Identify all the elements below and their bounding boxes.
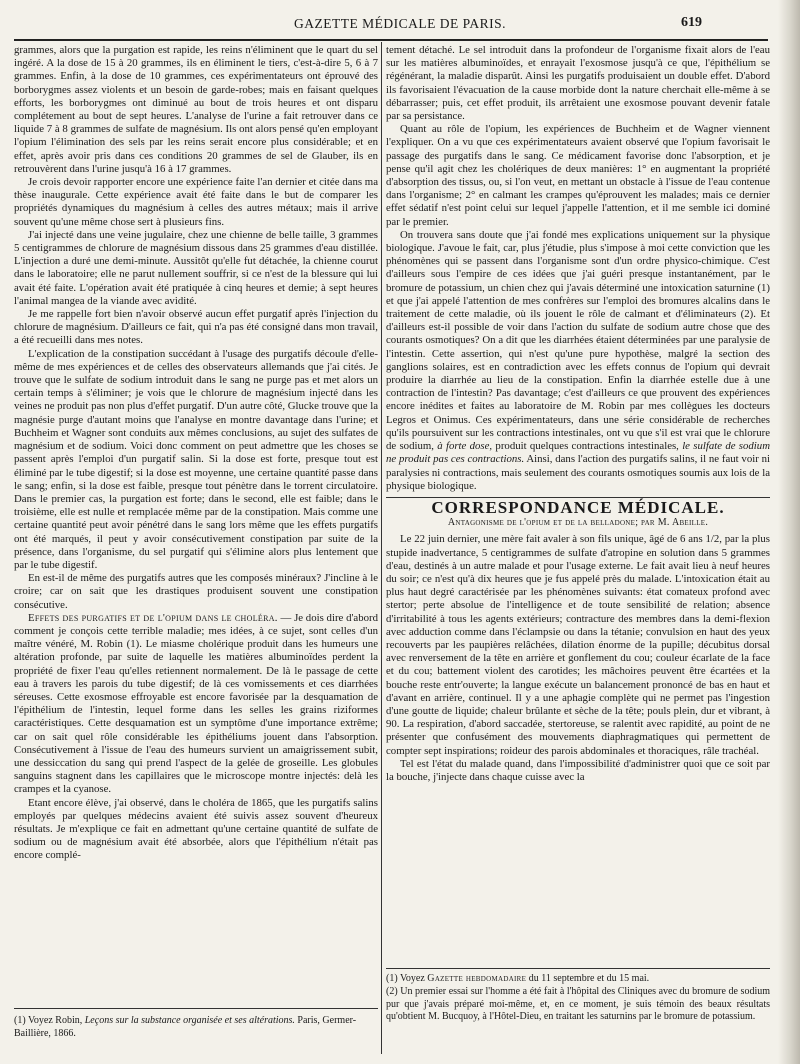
cholera-text: — Je dois dire d'abord comment je conçois cette terrible maladie; mes idées, à ce sujet, sont celles d'un maître vénéré, M. Robin (1). Le miasme cholérique produit dans les humeurs une altération profonde, par suite de laquelle les matières albuminoïdes perdent la propriété de fixer l'eau qu'elles retiennent normalement. De là le passage de cette eau à travers les parois du tube digestif; de là ces vomissements et ces diarrhées séreuses. Cette exosmose effroyable est encore favorisée par la desquamation de l'épithélium de l'intestin, lequel forme dans les selles les grains riziformes caractéristiques. Cette desquamation est un symptôme d'une importance extrême; car on sait quel rôle considérable les épithéliums jouent dans l'absorption. Consécutivement à l'issue de l'eau des humeurs survient un amaigrissement subit, une dessiccation du sang qui prend l'aspect de la gelée de groseille. Les globules sanguins stagnent dans les capillaires que le microscope montre injectés: delà les crampes et la cyanose. bbox=[14, 611, 378, 796]
paragraph-physique bbox=[386, 229, 770, 493]
left-column bbox=[14, 44, 378, 994]
footnote-prefix: (1) Voyez bbox=[386, 973, 425, 984]
italic-phrase: à forte dose, bbox=[437, 440, 493, 453]
paragraph: Etant encore élève, j'ai observé, dans le choléra de 1865, que les purgatifs salins employés par quelques médecins avaient été suivis assez souvent d'heureux résultats. Je m'explique ce fait en admettant qu'une certaine quantité de sulfate de sodium ou de magnésium avait été absorbée, alors que l'épithélium n'était pas encore complé- bbox=[14, 796, 378, 862]
paragraph-text: On trouvera sans doute que j'ai fondé mes explications uniquement sur la physique biologique. J'avoue le fait, car, plus j'étudie, plus s'impose à moi cette conviction que les phénomènes qui se passent dans l'organisme sont d'un ordre physico-chimique. C'est d'ailleurs sous l'empire de ces idées que j'ai guéri presque instantanément, par le bromure de potassium, un chien chez qui j'avais déterminé une intoxication saturnine (1) et que j'ai appelé l'attention de mes confrères sur l'emploi des bromures alcalins dans le traitement de cette maladie, où ils jouent le rôle de calmant et d'éliminateurs (2). Et d'ailleurs est-il possible de voir dans l'action du sulfate de sodium autre chose que des courants osmotiques? On a dit que les diarrhées étaient déterminées par une paralysie de l'intestin. Cette assertion, qui n'est qu'une pure hypothèse, malgré la section des ganglions solaires, est en contradiction avec les effets connus de l'opium qui devrait produire la diarrhée au lieu de la constipation. Enfin la diarrhée estelle due à une contraction de l'intestin? Pas davantage; c'est d'ailleurs ce que prouvent des expériences encore inédites et faites au laboratoire de M. Robin par mes collègues les docteurs Legros et Onimus. Ces expérimentateurs, dans une série considérable de recherches qu'ils poursuivent sur les contractions intestinales, ont vu que s'il est vrai que le chlorure de sodium, bbox=[386, 228, 770, 453]
paragraph: Quant au rôle de l'opium, les expériences de Buchheim et de Wagner viennent l'expliquer. On a vu que ces expérimentateurs avaient observé que l'opium favorisait le passage des purgatifs dans le sang. Ce médicament favorise donc l'absorption, et je pense qu'il agit chez les cholériques de deux manières: 1° en augmentant la propriété d'absorption des tissus, ou, si l'on veut, en mettant un obstacle à l'issue de l'eau contenue dans l'organisme; 2° en calmant les crampes qu'éprouvent les malades; mais ce dernier effet sédatif n'est point celui sur lequel j'appelle l'attention, et il me semble ici dominé par le premier. bbox=[386, 123, 770, 228]
footnote-2: (2) Un premier essai sur l'homme a été fait à l'hôpital des Cliniques avec du bromure de sodium pur que j'avais préparé moi-même, et, en ce moment, je suis témoin des beaux résultats qu'obtient M. Bucquoy, à l'Hôtel-Dieu, en traitant les saturnins par le bromure de potassium. bbox=[386, 985, 770, 1023]
paragraph: Je crois devoir rapporter encore une expérience faite l'an dernier et citée dans ma thèse inaugurale. Cette expérience avait été faite dans le but de comparer les propriétés dynamiques du magnésium à celles des autres métaux; mais il arrive souvent qu'une même chose sert à plusieurs fins. bbox=[14, 176, 378, 228]
journal-title: GAZETTE MÉDICALE DE PARIS. bbox=[294, 16, 506, 31]
paragraph: Tel est l'état du malade quand, dans l'impossibilité d'administrer quoi que ce soit par la bouche, j'injecte dans chaque cuisse avec la bbox=[386, 757, 770, 783]
right-column bbox=[386, 44, 770, 999]
section-subtitle bbox=[386, 516, 770, 529]
italic-phrase: le sulfate de sodium ne produit pas ces contractions. bbox=[386, 440, 770, 466]
footnote-journal: Gazette hebdomadaire bbox=[427, 973, 527, 984]
cholera-heading: Effets des purgatifs et de l'opium dans le choléra. bbox=[28, 611, 278, 624]
footnote-robin bbox=[14, 1015, 378, 1040]
left-footnote bbox=[14, 1008, 378, 1040]
paragraph: L'explication de la constipation succédant à l'usage des purgatifs découle d'elle-même de mes expériences et de celles des observateurs allemands que j'ai cités. Je trouve que le sulfate de sodium introduit dans le sang ne purge pas et met alors un certain temps à s'éliminer; je vois que le chlorure de magnésium injecté dans les veines ne produit pas non plus d'effet purgatif. D'un autre côté, Glucke trouve que la magnésie purge d'autant moins que l'analyse en montre davantage dans l'urine; et Buchheim et Wagner sont conduits aux mêmes conclusions, au sujet des sulfates de magnésium et de sodium. Voici donc comment on peut admettre que les choses se passent après l'emploi d'un purgatif salin. Si la dose est forte, presque tout est éliminé par le tube digestif; si la dose est moyenne, une certaine quantité passe dans le sang; enfin, si la dose est faible, presque tout pénètre dans le torrent circulatoire. Dans le premier cas, la purgation est forte; dans le second, elle est faible; dans le troisième, elle est nulle et remplacée même par de la constipation. Mais comme une certaine quantité peut avoir pénétré dans le sang lors même que les effets purgatifs ont été marqués, il peut y avoir consécutivement constipation par suite de la présence, dans l'organisme, du sel purgatif qui s'élimine alors plus lentement que par le tube digestif. bbox=[14, 347, 378, 571]
footnote-suffix: du 11 septembre et du 15 mai. bbox=[528, 973, 650, 984]
paragraph: J'ai injecté dans une veine jugulaire, chez une chienne de belle taille, 3 grammes 5 centigrammes de chlorure de magnésium dissous dans 25 grammes d'eau distillée. L'injection a duré une demi-minute. Aussitôt qu'elle fut détachée, la chienne courut dans le laboratoire; elle ne parut nullement souffrir, si ce n'est de la blessure qui lui avait été faite. L'opération avait été pratiquée à cinq heures et demie; à sept heures l'animal mangea de la viande avec avidité. bbox=[14, 228, 378, 307]
subtitle-author: par M. Abeille. bbox=[641, 517, 709, 529]
page-number: 619 bbox=[681, 15, 702, 30]
paragraph-text: produit quelques contractions intestinales, bbox=[495, 440, 679, 453]
paragraph: grammes, alors que la purgation est rapide, les reins n'éliminent que le quart du sel ingéré. A la dose de 15 à 20 grammes, ils en éliminent le tiers, c'est-à-dire 5, 6 à 7 grammes. Enfin, à la dose de 10 grammes, ces expérimentateurs ont éprouvé des borborygmes assez violents et un besoin de garde-robes; mais en faisant quelques efforts, les borborygmes ont diminué au bout de trois heures et ont disparu complétement au bout de sept heures. L'analyse de l'urine a fait retrouver dans ce liquide 7 à 8 grammes de sulfate de magnésium. Ils ont alors pensé qu'en employant l'opium l'élimination des sels par les reins serait encore plus considérable; et en effet, après avoir pris dans ces conditions 20 grammes de sel de Glauber, ils en retrouvèrent dans l'urine jusqu'à 16 à 17 grammes. bbox=[14, 44, 378, 175]
right-footnotes bbox=[386, 968, 770, 1024]
subtitle-topic: Antagonisme de l'opium et de la belladone; bbox=[447, 517, 639, 529]
paragraph: En est-il de même des purgatifs autres que les composés minéraux? J'incline à le croire; car on sait que les drastiques produisent souvent une constipation consécutive. bbox=[14, 572, 378, 611]
column-divider bbox=[381, 42, 382, 1054]
header-rule bbox=[14, 39, 768, 41]
section-title: CORRESPONDANCE MÉDICALE. bbox=[431, 497, 725, 517]
page-header bbox=[14, 14, 786, 36]
footnote-suffix: Paris, Germer-Baillière, 1866. bbox=[14, 1015, 357, 1039]
paragraph: Le 22 juin dernier, une mère fait avaler à son fils unique, âgé de 6 ans 1/2, par la plus stupide inadvertance, 5 centigrammes de sulfate d'atropine en solution dans 5 grammes d'eau, destinés à un autre malade et pour l'usage externe. Le fait avait lieu à neuf heures du soir; ce n'est qu'à dix heures que je fus appelé près du malade. L'intoxication était au plus haut degré caractérisée par les phénomènes suivants: état comateux profond avec stertor; perte absolue de l'intelligence et de toute sensibilité de relation; absence d'irritabilité à tous les agents extérieurs; contracture des membres dans la demi-flexion avec adduction comme dans l'éclampsie ou dans la tétanie; convulsion en haut des yeux recouverts par les paupières relâchées, dilation énorme de la pupille; décubitus dorsal avec renversement de la tête en arrière et gonflement du cou; couleur écarlate de la face et du cou; battement violent des carotides; les mâchoires peuvent être écartées et la bouche reste entr'ouverte; la langue exécute un balancement prononcé de bas en haut et d'avant en arrière, continuel. Il y a une aphagie complète qui ne permet pas l'ingestion d'une goutte de liquide; chaleur brûlante et sèche de la tête; pouls plein, dur et vibrant, à 90. La respiration, d'abord saccadée, stertoreuse, se ralentit avec rapidité, au point de ne présenter que confusément des mouvements diaphragmatiques qui permettent de compter sept inspirations; roideur des parois abdominales et thoraciques, râle trachéal. bbox=[386, 533, 770, 757]
paragraph: Je me rappelle fort bien n'avoir observé aucun effet purgatif après l'injection du chlorure de magnésium. D'ailleurs ce fait, qui n'a pas été consigné dans mon travail, a été recueilli dans mes notes. bbox=[14, 308, 378, 347]
page-edge-shadow bbox=[778, 0, 800, 1064]
paragraph-text: Ainsi, dans l'action des purgatifs salins, il ne faut voir ni paralysies ni contractions, mais seulement des courants osmotiques soumis aux lois de la physique biologique. bbox=[386, 453, 770, 492]
footnote-title: Leçons sur la substance organisée et ses altérations. bbox=[84, 1015, 295, 1026]
paragraph: tement détaché. Le sel introduit dans la profondeur de l'organisme fixait alors de l'eau sur les matières albuminoïdes, et enrayait l'exosmose jusqu'à ce que, l'épithélium se régénérant, la maladie disparût. Ainsi les purgatifs produisaient un double effet. D'abord ils favorisaient l'évacuation de la cause morbide dont la nature cherchait elle-même à se débarrasser; puis, cet effet produit, ils arrêtaient une exosmose pouvant devenir fatale par sa persistance. bbox=[386, 44, 770, 123]
footnote-prefix: (1) Voyez Robin, bbox=[14, 1015, 83, 1026]
cholera-paragraph bbox=[14, 612, 378, 797]
footnote-1 bbox=[386, 973, 770, 986]
